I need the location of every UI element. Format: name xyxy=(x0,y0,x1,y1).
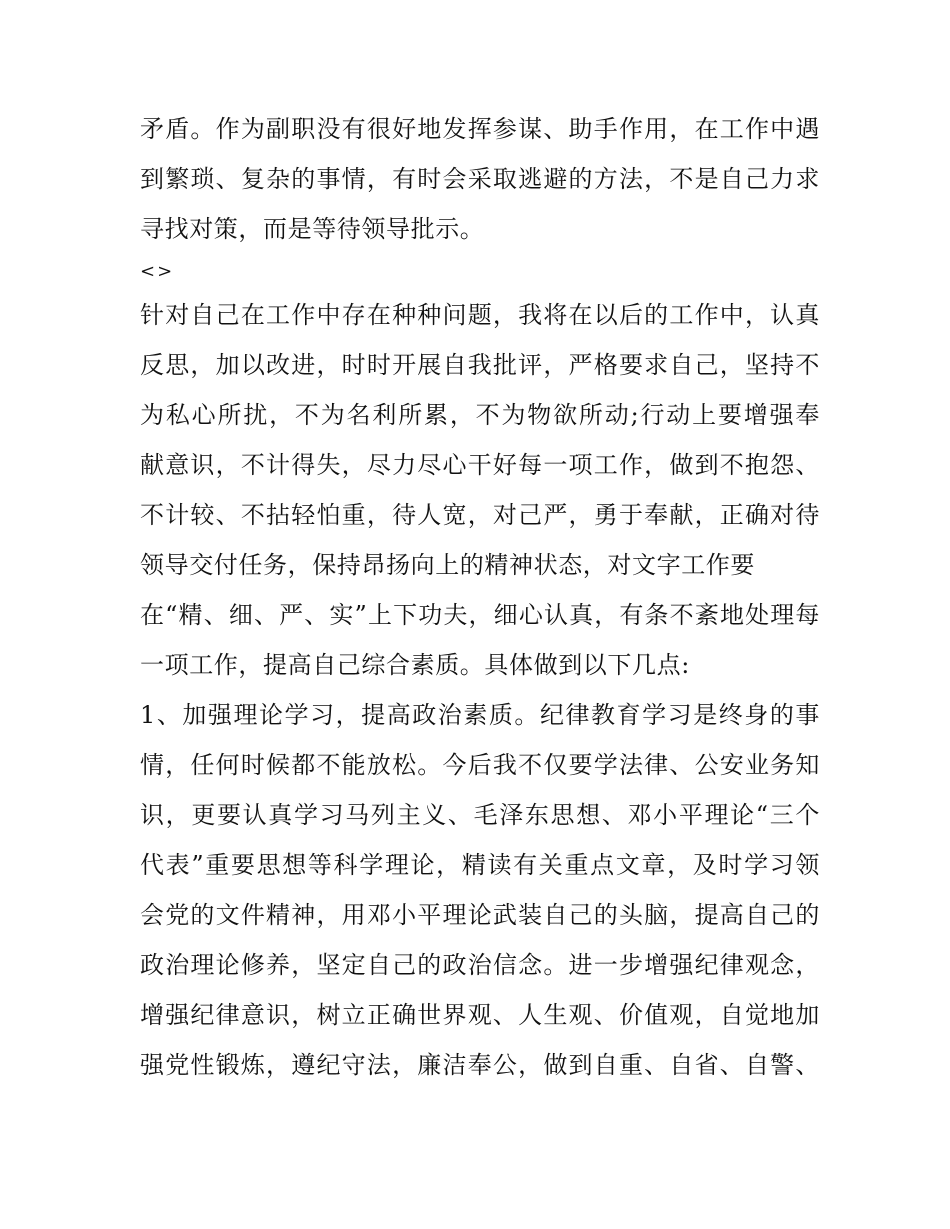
document-body xyxy=(140,104,820,1090)
paragraph-line: 寻找对策，而是等待领导批示。 xyxy=(140,215,485,243)
paragraph-line: 在“精、细、严、实”上下功夫，细心认真，有条不紊地处理每 xyxy=(140,601,820,629)
paragraph-line: 情，任何时候都不能放松。今后我不仅要学法律、公安业务知 xyxy=(140,751,820,779)
paragraph-line: 领导交付任务，保持昂扬向上的精神状态，对文字工作要 xyxy=(140,551,755,579)
paragraph-line: 献意识，不计得失，尽力尽心干好每一项工作，做到不抱怨、 xyxy=(140,451,820,479)
paragraph-line: 增强纪律意识，树立正确世界观、人生观、价值观，自觉地加 xyxy=(140,1001,820,1029)
paragraph-line: 不计较、不拈轻怕重，待人宽，对己严，勇于奉献，正确对待 xyxy=(140,501,820,529)
paragraph-line: 会党的文件精神，用邓小平理论武装自己的头脑，提高自己的 xyxy=(140,901,820,929)
paragraph-line: 为私心所扰，不为名利所累，不为物欲所动;行动上要增强奉 xyxy=(140,401,820,429)
paragraph-line: 政治理论修养，坚定自己的政治信念。进一步增强纪律观念， xyxy=(140,951,820,979)
section-marker: <> xyxy=(140,261,175,282)
paragraph-line: 代表”重要思想等科学理论，精读有关重点文章，及时学习领 xyxy=(140,851,820,879)
paragraph-line: 强党性锻炼，遵纪守法，廉洁奉公，做到自重、自省、自警、 xyxy=(140,1051,820,1079)
list-item-line: 1、加强理论学习，提高政治素质。纪律教育学习是终身的事 xyxy=(140,701,820,729)
paragraph-line: 针对自己在工作中存在种种问题，我将在以后的工作中，认真 xyxy=(140,301,820,329)
paragraph-line: 矛盾。作为副职没有很好地发挥参谋、助手作用，在工作中遇 xyxy=(140,115,820,143)
paragraph-line: 一项工作，提高自己综合素质。具体做到以下几点: xyxy=(140,651,690,679)
paragraph-line: 识，更要认真学习马列主义、毛泽东思想、邓小平理论“三个 xyxy=(140,801,820,829)
paragraph-line: 反思，加以改进，时时开展自我批评，严格要求自己，坚持不 xyxy=(140,351,820,379)
paragraph-line: 到繁琐、复杂的事情，有时会采取逃避的方法，不是自己力求 xyxy=(140,165,820,193)
